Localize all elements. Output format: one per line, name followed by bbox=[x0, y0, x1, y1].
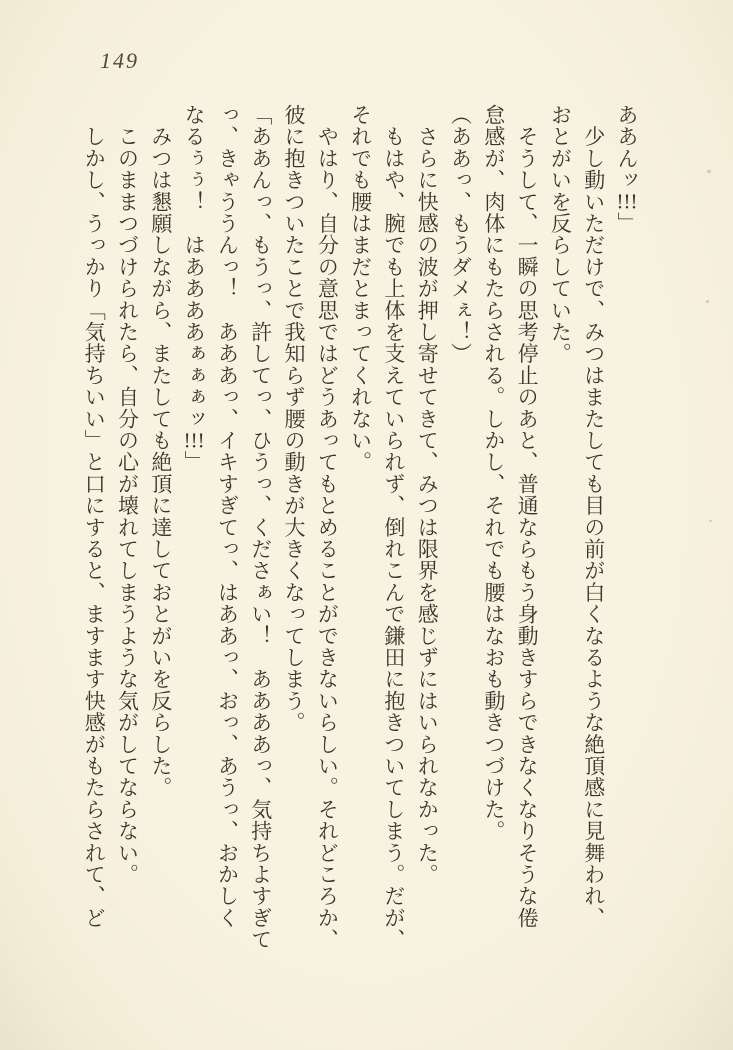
text-line: おとがいを反らしていた。 bbox=[548, 104, 573, 365]
text-line: 彼に抱きついたことで我知らず腰の動きが大きくなってしまう。 bbox=[282, 104, 307, 734]
text-line: 「ああんっ、もうっ、許してっ、ひうっ、くださぁい！ ああああっ、気持ちよすぎて bbox=[248, 104, 273, 951]
text-line: 少し動いただけで、みつはまたしても目の前が白くなるような絶頂感に見舞われ、 bbox=[581, 104, 606, 929]
text-line: もはや、腕でも上体を支えていられず、倒れこんで鎌田に抱きついてしまう。だが、 bbox=[381, 104, 406, 951]
text-line: （ああっ、もうダメぇ！） bbox=[448, 104, 473, 365]
scan-speck bbox=[706, 300, 709, 303]
text-line: 怠感が、肉体にもたらされる。しかし、それでも腰はなおも動きつづけた。 bbox=[481, 104, 506, 842]
page-number: 149 bbox=[100, 48, 139, 73]
text-line: そうして、一瞬の思考停止のあと、普通ならもう身動きすらできなくなりそうな倦 bbox=[515, 104, 540, 929]
text-line: やはり、自分の意思ではどうあってもとめることができないらしい。それどころか、 bbox=[315, 104, 340, 951]
text-line: っ、きゃううんっ！ あああっ、イキすぎてっ、はああっ、おっ、あうっ、おかしく bbox=[215, 104, 240, 929]
scan-speck bbox=[709, 520, 712, 522]
text-line: しかし、うっかり「気持ちいい」と口にすると、ますます快感がもたらされて、ど bbox=[82, 104, 107, 929]
text-line: さらに快感の波が押し寄せてきて、みつは限界を感じずにはいられなかった。 bbox=[415, 104, 440, 886]
scan-speck bbox=[707, 170, 711, 173]
vertical-text-block bbox=[77, 104, 643, 974]
text-line: みつは懇願しながら、またしても絶頂に達しておとがいを反らした。 bbox=[148, 104, 173, 799]
text-line: ああんッ!!!」 bbox=[615, 104, 639, 234]
text-line: なるぅぅ！ はああああぁぁぁッ!!!」 bbox=[182, 104, 207, 473]
text-line: それでも腰はまだとまってくれない。 bbox=[348, 104, 373, 473]
text-line: このままつづけられたら、自分の心が壊れてしまうような気がしてならない。 bbox=[115, 104, 140, 886]
